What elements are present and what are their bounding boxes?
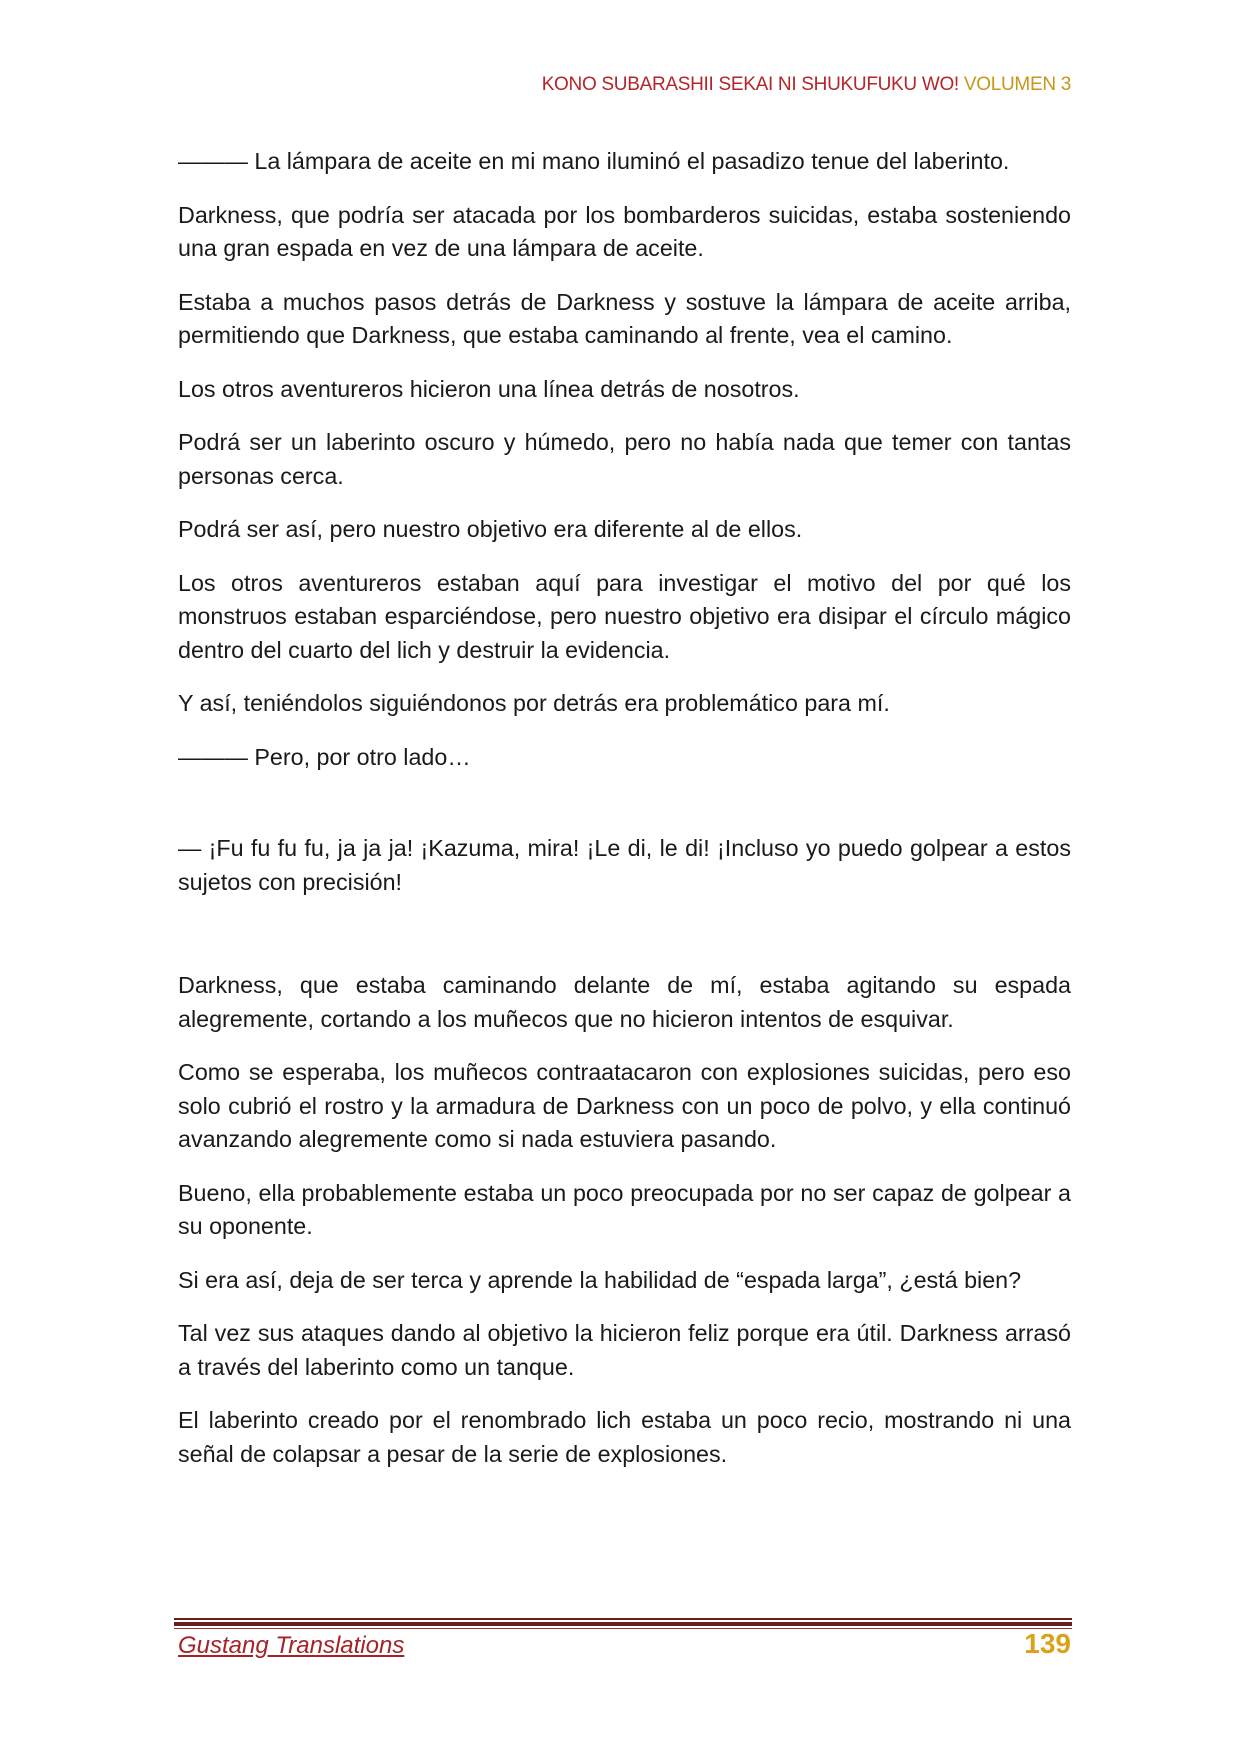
paragraph: Tal vez sus ataques dando al objetivo la hicieron feliz porque era útil. Darkness arrasó a través del laberinto como un tanque. bbox=[178, 1320, 1071, 1380]
paragraph: Y así, teniéndolos siguiéndonos por detrás era problemático para mí. bbox=[178, 690, 890, 716]
paragraph: Podrá ser así, pero nuestro objetivo era diferente al de ellos. bbox=[178, 516, 803, 542]
paragraph: Los otros aventureros hicieron una línea detrás de nosotros. bbox=[178, 375, 800, 402]
header-series-title: KONO SUBARASHII SEKAI NI SHUKUFUKU WO! bbox=[541, 74, 964, 95]
footer-divider bbox=[174, 1622, 1072, 1626]
paragraph: Darkness, que estaba caminando delante de mí, estaba agitando su espada alegremente, cortando a los muñecos que no hicieron intentos de esquivar. bbox=[178, 972, 1071, 1032]
paragraph: Si era así, deja de ser terca y aprende la habilidad de “espada larga”, ¿está bien? bbox=[178, 1266, 1022, 1293]
paragraph: Darkness, que podría ser atacada por los bombarderos suicidas, estaba sosteniendo una gran espada en vez de una lámpara de aceite. bbox=[178, 201, 1071, 261]
paragraph: Los otros aventureros estaban aquí para investigar el motivo del por qué los monstruos estaban esparciéndose, pero nuestro objetivo era disipar el círculo mágico dentro del cuarto del lich y destruir la evidencia. bbox=[178, 569, 1071, 663]
footer-divider bbox=[174, 1618, 1072, 1620]
paragraph: ——— La lámpara de aceite en mi mano iluminó el pasadizo tenue del laberinto. bbox=[178, 148, 1010, 174]
page-body bbox=[178, 145, 1071, 1491]
page-number: 139 bbox=[1024, 1628, 1071, 1659]
paragraph: El laberinto creado por el renombrado lich estaba un poco recio, mostrando ni una señal de colapsar a pesar de la serie de explosiones. bbox=[178, 1407, 1071, 1467]
paragraph: ——— Pero, por otro lado… bbox=[178, 743, 471, 770]
dialogue-paragraph: — ¡Fu fu fu fu, ja ja ja! ¡Kazuma, mira! ¡Le di, le di! ¡Incluso yo puedo golpear a estos sujetos con precisión! bbox=[178, 835, 1071, 895]
paragraph: Como se esperaba, los muñecos contraatacaron con explosiones suicidas, pero eso solo cubrió el rostro y la armadura de Darkness con un poco de polvo, y ella continuó avanzando alegremente como si nada estuviera pasando. bbox=[178, 1059, 1071, 1152]
paragraph: Podrá ser un laberinto oscuro y húmedo, pero no había nada que temer con tantas personas cerca. bbox=[178, 429, 1071, 489]
running-header bbox=[542, 74, 1071, 96]
header-volume: VOLUMEN 3 bbox=[963, 74, 1071, 95]
footer-translator: Gustang Translations bbox=[178, 1632, 405, 1659]
footer-divider bbox=[174, 1628, 1072, 1629]
paragraph: Bueno, ella probablemente estaba un poco preocupada por no ser capaz de golpear a su oponente. bbox=[178, 1179, 1071, 1239]
paragraph: Estaba a muchos pasos detrás de Darkness y sostuve la lámpara de aceite arriba, permitiendo que Darkness, que estaba caminando al frente, vea el camino. bbox=[178, 288, 1071, 348]
